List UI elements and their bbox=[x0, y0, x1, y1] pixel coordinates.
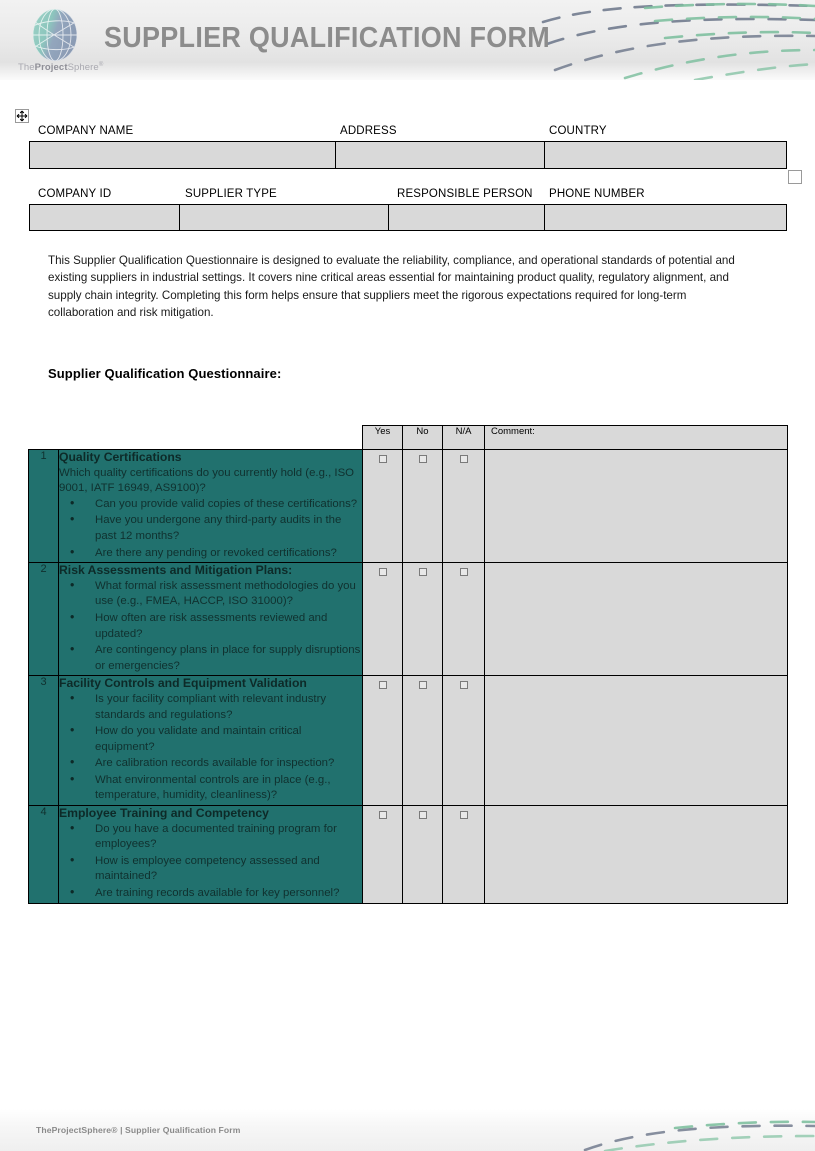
questionnaire-table bbox=[28, 425, 788, 904]
checkbox-yes-cell[interactable] bbox=[363, 676, 403, 806]
checkbox-no-cell[interactable] bbox=[403, 450, 443, 563]
question-bullet: • Are there any pending or revoked certifications? bbox=[59, 546, 362, 562]
label-company-id: COMPANY ID bbox=[38, 188, 112, 200]
question-bullet: • What environmental controls are in place (e.g., temperature, humidity, cleanliness)? bbox=[59, 773, 362, 804]
sphere-logo-icon bbox=[26, 8, 84, 64]
checkbox-na-checkbox-icon[interactable] bbox=[460, 568, 468, 576]
input-phone-number[interactable] bbox=[545, 205, 786, 230]
question-bullet: • Is your facility compliant with relevant industry standards and regulations? bbox=[59, 692, 362, 723]
question-title: Facility Controls and Equipment Validation bbox=[59, 676, 307, 691]
column-header-no: No bbox=[403, 426, 443, 450]
input-address[interactable] bbox=[336, 142, 545, 168]
question-bullet: • How is employee competency assessed and maintained? bbox=[59, 854, 362, 885]
question-bullet: • How do you validate and maintain critical equipment? bbox=[59, 724, 362, 755]
checkbox-na-cell[interactable] bbox=[443, 806, 485, 904]
checkbox-yes-cell[interactable] bbox=[363, 806, 403, 904]
question-bullet: • Do you have a documented training program for employees? bbox=[59, 822, 362, 853]
checkbox-yes-checkbox-icon[interactable] bbox=[379, 681, 387, 689]
question-cell bbox=[59, 806, 363, 904]
footer-text: TheProjectSphere® | Supplier Qualification Form bbox=[36, 1125, 241, 1135]
question-title: Risk Assessments and Mitigation Plans: bbox=[59, 563, 293, 578]
intro-paragraph: This Supplier Qualification Questionnaire is designed to evaluate the reliability, compliance, and operational standards of potential and existing suppliers in industrial settings. It covers nine critical areas essential for maintaining product quality, regulatory alignment, and supply chain integrity. Completing this form helps ensure that suppliers meet the rigorous expectations required for long-term collaboration and risk mitigation. bbox=[48, 254, 735, 319]
label-country: COUNTRY bbox=[549, 125, 607, 137]
input-supplier-type[interactable] bbox=[180, 205, 389, 230]
row-number: 1 bbox=[29, 450, 59, 563]
checkbox-na-cell[interactable] bbox=[443, 563, 485, 676]
label-address: ADDRESS bbox=[340, 125, 397, 137]
header-decoration bbox=[525, 0, 815, 80]
row-number: 2 bbox=[29, 563, 59, 676]
question-bullet: • How often are risk assessments reviewed and updated? bbox=[59, 611, 362, 642]
question-bullet-list bbox=[59, 497, 362, 561]
question-cell bbox=[59, 563, 363, 676]
question-bullet: • Can you provide valid copies of these certifications? bbox=[59, 497, 362, 513]
checkbox-no-cell[interactable] bbox=[403, 676, 443, 806]
input-country[interactable] bbox=[545, 142, 786, 168]
question-bullet-list bbox=[59, 692, 362, 804]
table-header-row bbox=[29, 426, 788, 450]
question-cell bbox=[59, 676, 363, 806]
header-spacer-num bbox=[29, 426, 59, 450]
question-cell bbox=[59, 450, 363, 563]
column-header-yes: Yes bbox=[363, 426, 403, 450]
table-resize-handle[interactable] bbox=[788, 170, 802, 184]
question-bullet: • Are calibration records available for inspection? bbox=[59, 756, 362, 772]
checkbox-yes-checkbox-icon[interactable] bbox=[379, 811, 387, 819]
question-bullet-list bbox=[59, 822, 362, 902]
question-title: Quality Certifications bbox=[59, 450, 182, 464]
table-row bbox=[29, 676, 788, 806]
checkbox-no-cell[interactable] bbox=[403, 563, 443, 676]
comment-cell[interactable] bbox=[485, 806, 788, 904]
input-company-name[interactable] bbox=[30, 142, 336, 168]
question-bullet: • Are training records available for key personnel? bbox=[59, 886, 362, 902]
question-title: Employee Training and Competency bbox=[59, 806, 269, 821]
page-footer bbox=[0, 1109, 815, 1151]
checkbox-no-checkbox-icon[interactable] bbox=[419, 455, 427, 463]
question-lead: Which quality certifications do you currently hold (e.g., ISO 9001, IATF 16949, AS9100)? bbox=[59, 466, 355, 495]
page-header bbox=[0, 0, 815, 80]
table-row bbox=[29, 806, 788, 904]
checkbox-yes-cell[interactable] bbox=[363, 563, 403, 676]
label-company-name: COMPANY NAME bbox=[38, 125, 134, 137]
brand-logo bbox=[18, 6, 104, 76]
checkbox-no-cell[interactable] bbox=[403, 806, 443, 904]
brand-wordmark: TheProjectSphere® bbox=[18, 62, 104, 74]
header-spacer-question bbox=[59, 426, 363, 450]
input-responsible-person[interactable] bbox=[389, 205, 545, 230]
checkbox-na-cell[interactable] bbox=[443, 450, 485, 563]
label-responsible-person: RESPONSIBLE PERSON bbox=[397, 188, 533, 200]
label-supplier-type: SUPPLIER TYPE bbox=[185, 188, 277, 200]
checkbox-yes-cell[interactable] bbox=[363, 450, 403, 563]
question-bullet: • What formal risk assessment methodologies do you use (e.g., FMEA, HACCP, ISO 31000)? bbox=[59, 579, 362, 610]
column-header-na: N/A bbox=[443, 426, 485, 450]
checkbox-no-checkbox-icon[interactable] bbox=[419, 568, 427, 576]
checkbox-no-checkbox-icon[interactable] bbox=[419, 811, 427, 819]
checkbox-yes-checkbox-icon[interactable] bbox=[379, 455, 387, 463]
row-number: 4 bbox=[29, 806, 59, 904]
checkbox-na-checkbox-icon[interactable] bbox=[460, 811, 468, 819]
table-move-handle[interactable] bbox=[15, 109, 29, 123]
table-row bbox=[29, 450, 788, 563]
input-company-id[interactable] bbox=[30, 205, 180, 230]
table-row bbox=[29, 563, 788, 676]
checkbox-yes-checkbox-icon[interactable] bbox=[379, 568, 387, 576]
section-title: Supplier Qualification Questionnaire: bbox=[48, 366, 282, 381]
checkbox-na-checkbox-icon[interactable] bbox=[460, 455, 468, 463]
question-bullet: • Are contingency plans in place for supply disruptions or emergencies? bbox=[59, 643, 362, 674]
question-bullet: • Have you undergone any third-party audits in the past 12 months? bbox=[59, 513, 362, 544]
company-info-row-2 bbox=[29, 204, 787, 231]
checkbox-na-checkbox-icon[interactable] bbox=[460, 681, 468, 689]
checkbox-no-checkbox-icon[interactable] bbox=[419, 681, 427, 689]
company-info-row-1 bbox=[29, 141, 787, 169]
label-phone-number: PHONE NUMBER bbox=[549, 188, 645, 200]
page-title: SUPPLIER QUALIFICATION FORM bbox=[104, 22, 551, 54]
comment-cell[interactable] bbox=[485, 563, 788, 676]
comment-cell[interactable] bbox=[485, 676, 788, 806]
checkbox-na-cell[interactable] bbox=[443, 676, 485, 806]
row-number: 3 bbox=[29, 676, 59, 806]
column-header-comment: Comment: bbox=[485, 426, 788, 450]
question-bullet-list bbox=[59, 579, 362, 675]
move-arrows-icon bbox=[16, 110, 28, 122]
comment-cell[interactable] bbox=[485, 450, 788, 563]
